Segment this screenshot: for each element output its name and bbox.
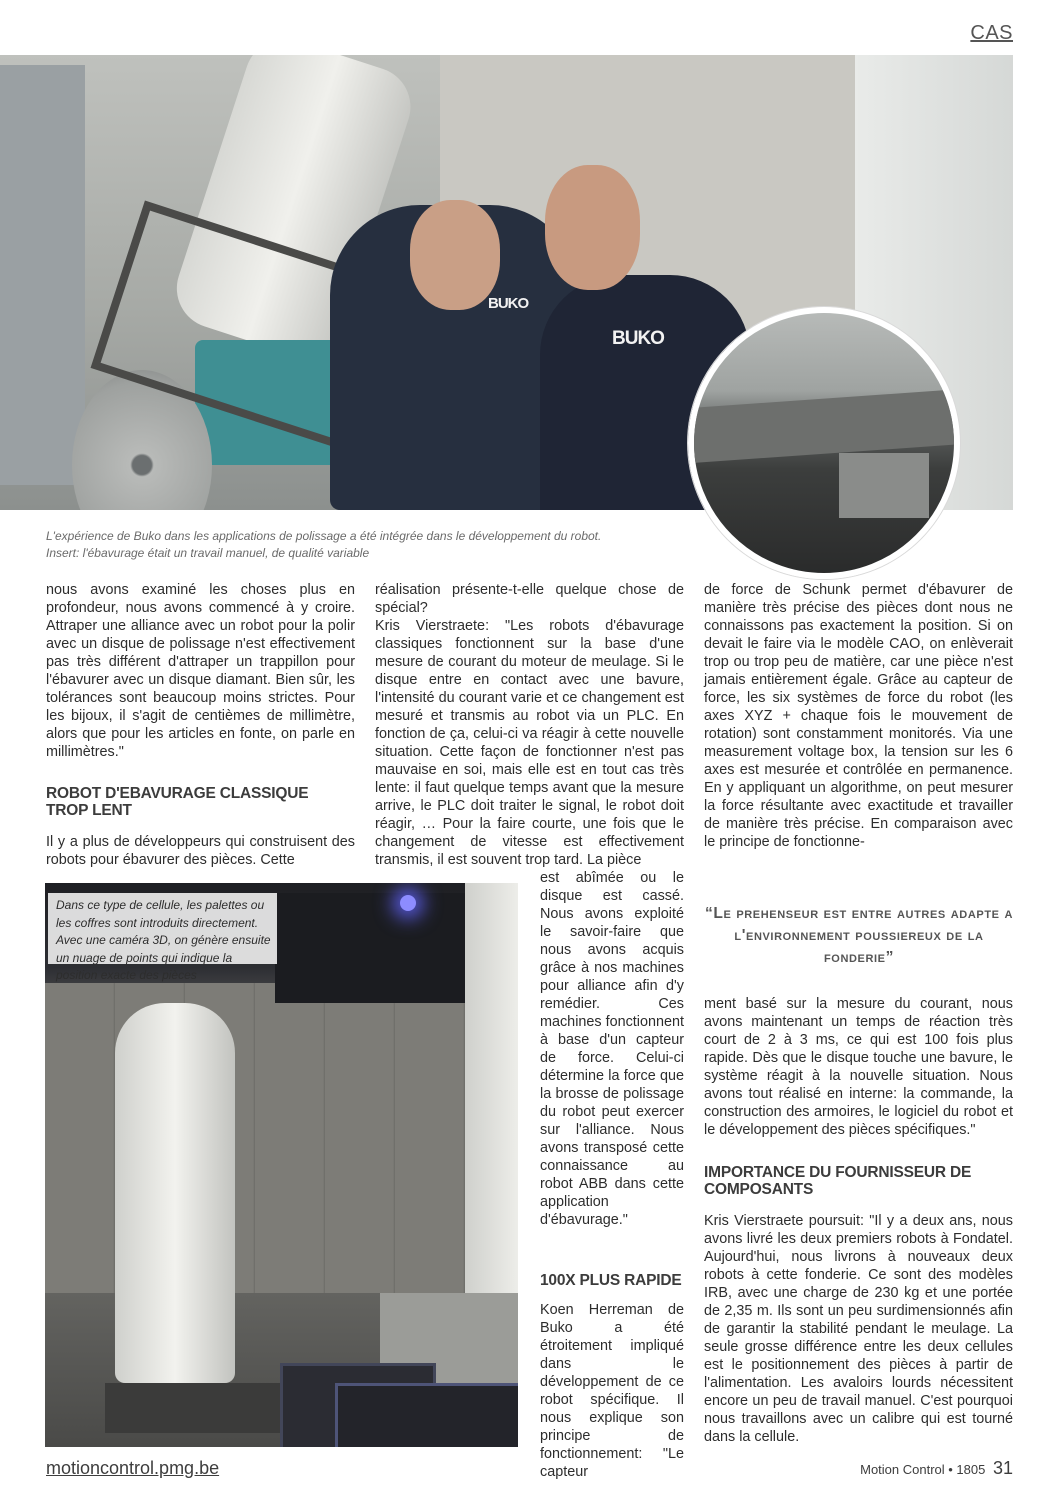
col2-narrow-text-2	[540, 1301, 684, 1481]
page-number: 31	[992, 1458, 1013, 1478]
col3-text-3	[704, 1212, 1013, 1446]
col1-heading: ROBOT D'EBAVURAGE CLASSIQUE TROP LENT	[46, 785, 309, 819]
footer-issue-label: Motion Control • 1805	[860, 1462, 986, 1477]
col1-text-1	[46, 581, 355, 761]
col2-narrow-paragraph-2: Koen Herreman de Buko a été étroitement impliqué dans le développement de ce robot spécifique. Il nous explique son principe de fonctionnement: "Le capteur	[540, 1302, 684, 1480]
inset-photo	[688, 307, 960, 579]
col2-text	[375, 581, 684, 869]
robot-base	[105, 1383, 295, 1433]
col3-heading: IMPORTANCE DU FOURNISSEUR DE COMPOSANTS	[704, 1164, 972, 1198]
col3-paragraph-3: Kris Vierstraete poursuit: "Il y a deux ans, nous avons livré les deux premiers robots à Fondatel. Aujourd'hui, nous livrons à nouveaux deux robots à cette fonderie. Ce sont des modèles IRB, avec une charge de 230 kg et une portée de 2,35 m. Ils sont un peu surdimensionnés afin de garantir la stabilité pendant le meulage. La seule grosse différence entre les deux cellules est le positionnement des pièces à partir de l'alimentation. Les avaloirs lourds nécessitent encore un peu de travail manuel. C'est pourquoi nous travaillons avec un calibre qui est tourné dans la cellule.	[704, 1213, 1013, 1445]
col2-paragraph-1: réalisation présente-t-elle quelque chose de spécial?	[375, 582, 684, 616]
blue-light	[400, 895, 416, 911]
pallet-2	[335, 1383, 518, 1447]
buko-logo-shirt-left: BUKO	[488, 295, 529, 312]
cabinet	[0, 65, 85, 485]
overhead-beam	[275, 893, 475, 1003]
bottom-photo-caption: Dans ce type de cellule, les palettes ou les coffres sont introduits directement. Avec une caméra 3D, on génère ensuite un nuage de points qui indique la position exacte des pièces	[48, 893, 277, 964]
section-tag: CAS	[970, 22, 1013, 44]
inset-burr	[839, 453, 929, 518]
footer-website[interactable]: motioncontrol.pmg.be	[46, 1458, 220, 1478]
col1-text-2	[46, 833, 355, 869]
col3-text-1	[704, 581, 1013, 851]
abb-robot	[115, 1003, 235, 1383]
worker-left-head	[410, 200, 500, 310]
frame-column	[465, 883, 518, 1303]
col2-paragraph-2: Kris Vierstraete: "Les robots d'ébavurage classiques fonctionnent sur la base d'une mesure de courant du moteur de meulage. Si le disque entre en contact avec une bavure, l'intensité du courant varie et ce changement est mesuré et transmis au robot via un PLC. En fonction de ça, celui-ci va réagir à cette nouvelle situation. Cette façon de fonctionner n'est pas mauvaise en soi, mais elle est en tout cas très lente: il faut quelque temps avant que la mesure arrive, le PLC doit traiter le signal, le robot doit réagir, … Pour la faire courte, une fois que le changement de vitesse est effectivement transmis, il est souvent trop tard. La pièce	[375, 618, 684, 868]
col3-paragraph-1: de force de Schunk permet d'ébavurer de manière très précise des pièces dont nous ne connaissons pas exactement la position. Si on devait le faire via le modèle CAO, on enlèverait trop ou trop peu de matière, car une pièce n'est jamais entièrement égale. Grâce au capteur de force, les six systèmes de force du robot (les axes XYZ + chaque fois le mouvement de rotation) sont constamment monitorés. Via une measurement voltage box, la tension sur les 6 axes est mesurée et contrôlée en permanence. En y appliquant un algorithme, on peut mesurer la force résultante avec exactitude et travailler de manière très précise. En comparaison avec le principe de fonctionne-	[704, 582, 1013, 850]
footer-issue	[860, 1458, 1013, 1479]
col1-paragraph-1: nous avons examiné les choses plus en profondeur, nous avons commencé à y croire. Attraper une alliance avec un robot pour la polir avec un disque de polissage n'est effectivement pas très différent d'attraper un trappillon pour l'ébavurer avec un disque diamant. Bien sûr, les tolérances sont beaucoup moins strictes. Pour les bijoux, il s'agit de centièmes de millimètre, alors que pour les articles en fonte, on parle en millimètres."	[46, 582, 355, 760]
col2-narrow-paragraph-1: est abîmée ou le disque est cassé. Nous avons exploité le savoir-faire que nous avons acquis grâce à nos machines pour alliance afin d'y remédier. Ces machines fonctionnent à base d'un capteur de force. Celui-ci détermine la force que la brosse de polissage du robot peut exercer sur l'alliance. Nous avons transposé cette connaissance au robot ABB dans cette application d'ébavurage."	[540, 870, 684, 1228]
pull-quote: “Le prehenseur est entre autres adapte a l'environnement poussiereux de la fonderie”	[704, 905, 1014, 966]
col2-heading: 100X PLUS RAPIDE	[540, 1272, 682, 1289]
col2-narrow-text-1	[540, 869, 684, 1229]
top-photo-caption-2: Insert: l'ébavurage était un travail manuel, de qualité variable	[46, 546, 370, 560]
col3-paragraph-2: ment basé sur la mesure du courant, nous avons maintenant un temps de réaction très court de 2 à 3 ms, ce qui est 100 fois plus rapide. Dès que le disque touche une bavure, le système réagit à la nouvelle situation. Nous avons tout réalisé en interne: la commande, la construction des armoires, le logiciel du robot et le développement des pièces spécifiques."	[704, 996, 1013, 1138]
top-photo-caption-1: L'expérience de Buko dans les applications de polissage a été intégrée dans le développement du robot.	[46, 529, 602, 543]
col1-paragraph-2: Il y a plus de développeurs qui construisent des robots pour ébavurer des pièces. Cette	[46, 834, 355, 868]
col3-text-2	[704, 995, 1013, 1139]
worker-right-head	[545, 165, 640, 290]
buko-logo-shirt-right: BUKO	[612, 328, 664, 349]
